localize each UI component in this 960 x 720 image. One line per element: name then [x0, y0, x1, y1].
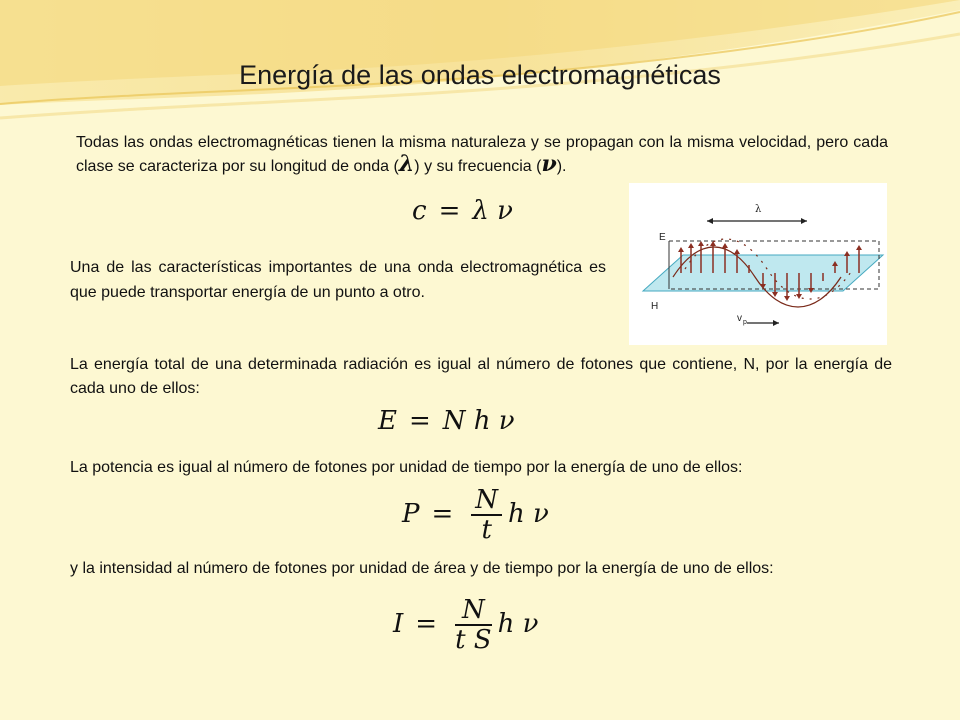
equation-power-denominator: t: [481, 515, 492, 545]
intro-paragraph: [76, 131, 888, 179]
label-e: E: [659, 232, 666, 243]
intro-text-c: ).: [556, 158, 567, 175]
velocity-arrowhead: [773, 320, 779, 326]
equation-intensity-numerator: N: [455, 596, 492, 626]
equation-intensity: [393, 596, 538, 654]
transport-paragraph: Una de las características importantes de una onda electromagnética es que puede transportar energía de un punto a otro.: [70, 259, 606, 301]
equation-power-numerator: N: [471, 486, 502, 516]
equation-energy-rhs: N h ν: [442, 406, 515, 436]
intensity-paragraph: y la intensidad al número de fotones por unidad de área y de tiempo por la energía de uno de ellos:: [70, 560, 774, 577]
equation-intensity-equals: =: [415, 609, 438, 639]
slide-title: Energía de las ondas electromagnéticas: [239, 60, 721, 90]
label-h: H: [651, 301, 659, 312]
energy-paragraph: La energía total de una determinada radiación es igual al número de fotones que contiene, N, por la energía de cada uno de ellos:: [70, 356, 892, 397]
equation-intensity-fraction: [455, 596, 492, 654]
equation-energy: [378, 406, 515, 436]
power-paragraph: La potencia es igual al número de fotones por unidad de tiempo por la energía de uno de ellos:: [70, 459, 743, 476]
equation-power-lhs: P: [402, 499, 420, 529]
equation-speed: [412, 196, 513, 226]
lambda-symbol: λ: [398, 151, 415, 177]
equation-speed-rhs: λ ν: [472, 196, 513, 226]
equation-speed-lhs: c: [412, 196, 427, 226]
nu-symbol: ν: [541, 151, 557, 177]
equation-power: [402, 486, 549, 544]
equation-power-rest: h ν: [508, 499, 549, 529]
equation-power-fraction: [471, 486, 502, 544]
intro-text-b: ) y su frecuencia (: [414, 158, 542, 175]
intro-text-a: Todas las ondas electromagnéticas tienen la misma naturaleza y se propagan con la misma velocidad, pero cada clase se caracteriza por su longitud de onda (: [76, 134, 888, 175]
equation-energy-lhs: E: [378, 406, 397, 436]
label-v: v: [737, 313, 742, 324]
equation-energy-equals: =: [408, 406, 431, 436]
em-wave-diagram: [629, 183, 887, 345]
equation-speed-equals: =: [438, 196, 461, 226]
equation-intensity-denominator: t S: [455, 625, 492, 655]
equation-intensity-rest: h ν: [497, 609, 539, 639]
equation-intensity-lhs: I: [393, 609, 404, 639]
label-lambda: λ: [755, 204, 762, 215]
equation-power-equals: =: [431, 499, 454, 529]
label-v-subscript: p: [743, 319, 747, 326]
